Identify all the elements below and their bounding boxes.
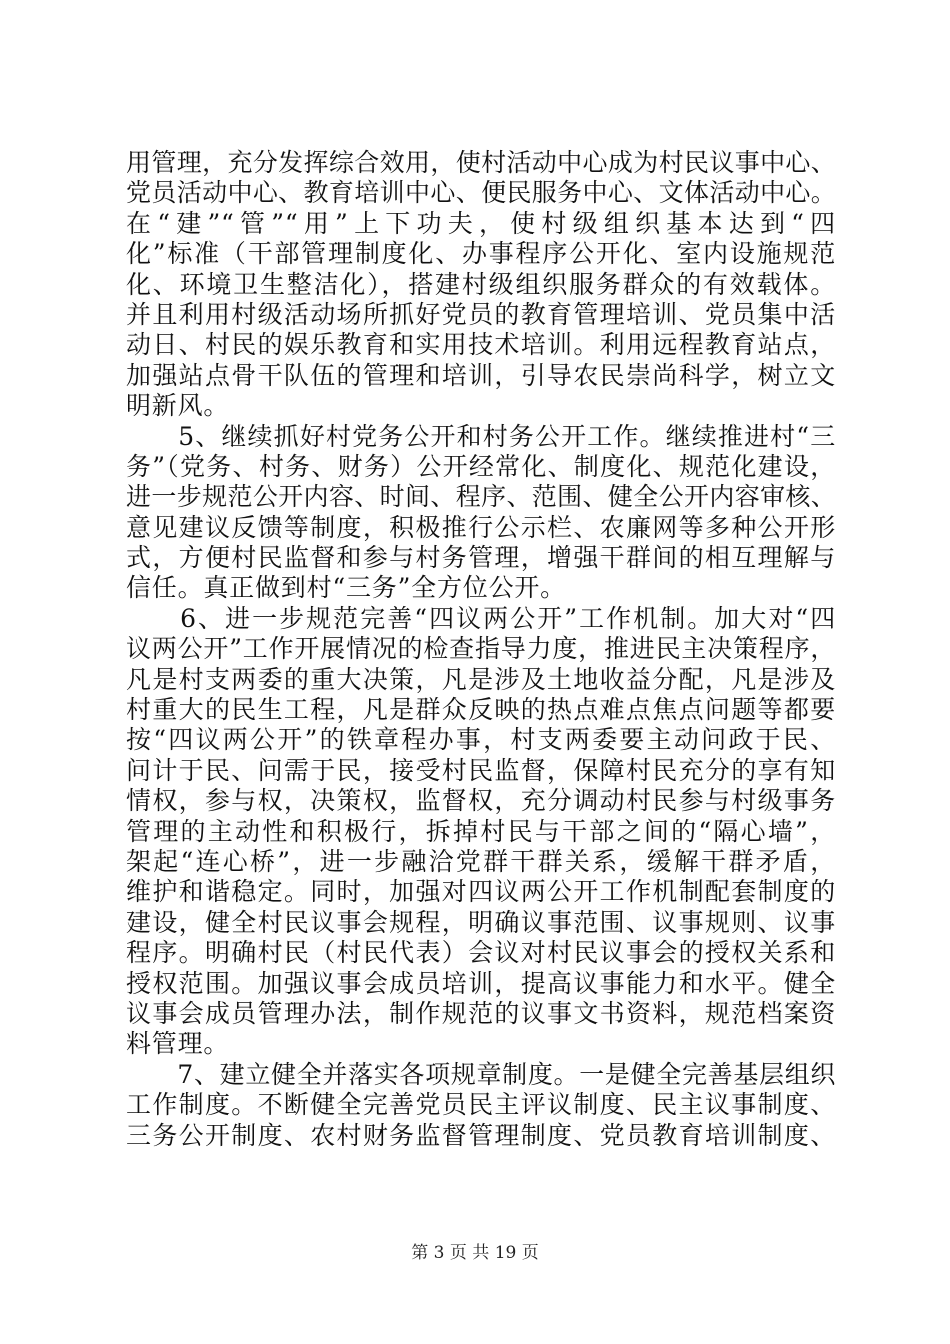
text-line: 按“四议两公开”的铁章程办事，村支两委要主动问政于民、	[126, 725, 836, 755]
text-line: 授权范围。加强议事会成员培训，提高议事能力和水平。健全	[126, 968, 836, 998]
text-line: 建设，健全村民议事会规程，明确议事范围、议事规则、议事	[126, 907, 836, 937]
text-line: 议两公开”工作开展情况的检查指导力度，推进民主决策程序，	[126, 634, 837, 664]
text-line: 6、进一步规范完善“四议两公开”工作机制。加大对“四	[126, 603, 836, 633]
page-number-footer: 第 3 页 共 19 页	[411, 1243, 539, 1263]
text-line: 凡是村支两委的重大决策，凡是涉及土地收益分配，凡是涉及	[126, 664, 836, 694]
text-line: 程序。明确村民（村民代表）会议对村民议事会的授权关系和	[126, 938, 836, 968]
text-line: 动日、村民的娱乐教育和实用技术培训。利用远程教育站点，	[126, 330, 836, 360]
text-line: 信任。真正做到村“三务”全方位公开。	[126, 573, 566, 603]
text-line: 7、建立健全并落实各项规章制度。一是健全完善基层组织	[126, 1059, 836, 1089]
text-line: 问计于民、问需于民，接受村民监督，保障村民充分的享有知	[126, 755, 836, 785]
text-line: 维护和谐稳定。同时，加强对四议两公开工作机制配套制度的	[126, 877, 836, 907]
text-line: 5、继续抓好村党务公开和村务公开工作。继续推进村“三	[126, 421, 836, 451]
text-line: 意见建议反馈等制度，积极推行公示栏、农廉网等多种公开形	[126, 512, 836, 542]
text-line: 加强站点骨干队伍的管理和培训，引导农民崇尚科学，树立文	[126, 360, 836, 390]
text-line: 用管理，充分发挥综合效用，使村活动中心成为村民议事中心、	[126, 148, 836, 177]
text-line: 化”标准（干部管理制度化、办事程序公开化、室内设施规范	[126, 239, 836, 269]
text-line: 架起“连心桥”，进一步融洽党群干群关系，缓解干群矛盾，	[126, 846, 836, 876]
text-line: 管理的主动性和积极行，拆掉村民与干部之间的“隔心墙”，	[126, 816, 836, 846]
text-line: 在“建”“管”“用”上下功夫，使村级组织基本达到“四	[126, 208, 836, 238]
text-line: 工作制度。不断健全完善党员民主评议制度、民主议事制度、	[126, 1090, 836, 1120]
text-line: 进一步规范公开内容、时间、程序、范围、健全公开内容审核、	[126, 482, 836, 512]
text-line: 式，方便村民监督和参与村务管理，增强干群间的相互理解与	[126, 543, 836, 573]
text-line: 情权，参与权，决策权，监督权，充分调动村民参与村级事务	[126, 786, 836, 816]
text-line: 务”（党务、村务、财务）公开经常化、制度化、规范化建设，	[126, 451, 836, 481]
text-line: 化、环境卫生整洁化），搭建村级组织服务群众的有效载体。	[126, 269, 836, 299]
text-line: 村重大的民生工程，凡是群众反映的热点难点焦点问题等都要	[126, 695, 836, 725]
text-line: 明新风。	[126, 391, 230, 421]
text-line: 三务公开制度、农村财务监督管理制度、党员教育培训制度、	[126, 1120, 836, 1150]
text-line: 并且利用村级活动场所抓好党员的教育管理培训、党员集中活	[126, 299, 836, 329]
text-line: 党员活动中心、教育培训中心、便民服务中心、文体活动中心。	[126, 178, 836, 208]
text-line: 料管理。	[126, 1029, 230, 1059]
text-line: 议事会成员管理办法，制作规范的议事文书资料，规范档案资	[126, 998, 836, 1028]
body-text	[126, 148, 836, 1151]
